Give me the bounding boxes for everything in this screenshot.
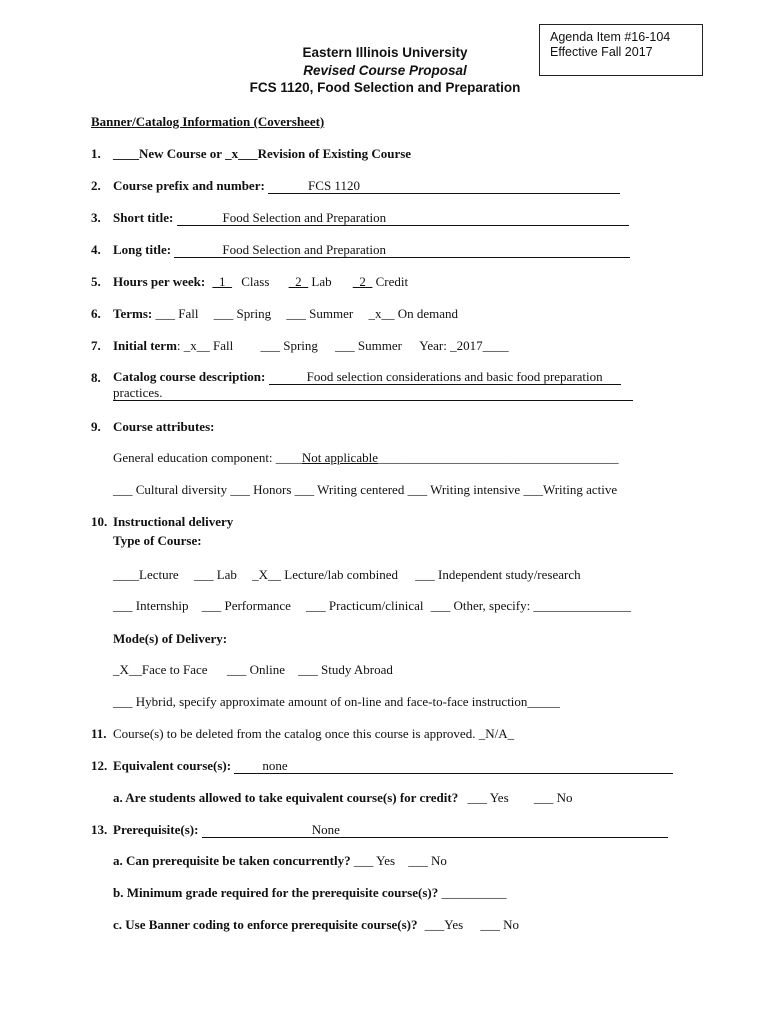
catalog-description-row xyxy=(113,369,621,385)
item-number-8: 8. xyxy=(91,370,101,385)
item-number-13: 13. xyxy=(91,822,108,837)
course-prefix-label: Course prefix and number: xyxy=(113,178,265,193)
instructional-delivery-label: Instructional delivery xyxy=(113,514,234,529)
prereq-min-grade-question: b. Minimum grade required for the prerequisite course(s)? xyxy=(113,885,439,900)
item-number-4: 4. xyxy=(91,242,101,257)
equivalent-credit-row xyxy=(113,790,573,806)
deleted-courses-row xyxy=(113,726,514,742)
terms-row xyxy=(113,306,458,322)
mode-online-option[interactable]: ___ Online xyxy=(226,662,285,677)
new-course-label: New Course or xyxy=(139,146,226,161)
prerequisites-label: Prerequisite(s): xyxy=(113,822,199,837)
item-number-5: 5. xyxy=(91,274,101,289)
prereq-concurrent-no[interactable]: ___ No xyxy=(408,853,447,868)
type-internship-option[interactable]: ___ Internship xyxy=(113,598,189,613)
prerequisites-row xyxy=(113,822,668,838)
type-performance-option[interactable]: ___ Performance xyxy=(201,598,291,613)
initial-fall-option[interactable]: : _x__ Fall xyxy=(176,338,234,353)
type-independent-study-option[interactable]: ___ Independent study/research xyxy=(415,567,581,582)
course-prefix-field[interactable]: FCS 1120 xyxy=(268,179,620,194)
item-number-2: 2. xyxy=(91,178,101,193)
catalog-description-label: Catalog course description: xyxy=(113,369,266,384)
equivalent-courses-field[interactable]: none xyxy=(234,759,673,774)
short-title-row xyxy=(113,210,629,226)
type-practicum-option[interactable]: ___ Practicum/clinical xyxy=(306,598,424,613)
term-on-demand-option[interactable]: _x__ On demand xyxy=(368,306,459,321)
course-type-row-1 xyxy=(113,567,581,583)
catalog-description-field-2[interactable]: practices. xyxy=(113,386,633,401)
item-number-11: 11. xyxy=(91,726,107,741)
prereq-concurrent-row xyxy=(113,853,447,869)
credit-hours-field[interactable]: _2_ xyxy=(352,274,373,289)
class-hours-field[interactable]: _1_ xyxy=(212,274,232,289)
prerequisites-field[interactable]: None xyxy=(202,823,668,838)
prereq-banner-no[interactable]: ___ No xyxy=(480,917,520,932)
year-label: Year: xyxy=(419,338,447,353)
section-title: Banner/Catalog Information (Coversheet) xyxy=(91,114,325,129)
item-number-6: 6. xyxy=(91,306,101,321)
year-field[interactable]: _2017____ xyxy=(450,338,509,353)
prereq-banner-question: c. Use Banner coding to enforce prerequisite course(s)? xyxy=(113,917,418,932)
hours-label: Hours per week: xyxy=(113,274,206,289)
effective-term: Effective Fall 2017 xyxy=(550,45,653,59)
mode-face-to-face-option[interactable]: _X__Face to Face xyxy=(113,662,208,677)
equivalent-credit-question: a. Are students allowed to take equivalent course(s) for credit? xyxy=(113,790,459,805)
new-course-blank[interactable]: ____ xyxy=(113,146,139,161)
revision-label: Revision of Existing Course xyxy=(257,146,412,161)
equivalent-courses-label: Equivalent course(s): xyxy=(113,758,232,773)
item-number-10: 10. xyxy=(91,514,108,529)
credit-hours-label: Credit xyxy=(375,274,409,289)
type-of-course-label: Type of Course: xyxy=(113,533,202,548)
terms-label: Terms: xyxy=(113,306,153,321)
term-spring-option[interactable]: ___ Spring xyxy=(213,306,272,321)
type-lab-option[interactable]: ___ Lab xyxy=(193,567,237,582)
lab-hours-field[interactable]: _2_ xyxy=(288,274,309,289)
item-number-3: 3. xyxy=(91,210,101,225)
initial-term-row xyxy=(113,338,509,354)
equivalent-courses-row xyxy=(113,758,673,774)
revision-blank[interactable]: _x___ xyxy=(225,146,258,161)
course-prefix-row xyxy=(113,178,620,194)
lab-hours-label: Lab xyxy=(311,274,332,289)
gen-ed-trailing-line: _____________________________________ xyxy=(377,450,619,465)
gen-ed-field[interactable]: Not applicable xyxy=(301,450,378,465)
proposal-title: Revised Course Proposal xyxy=(303,63,467,78)
mode-of-delivery-label: Mode(s) of Delivery: xyxy=(113,631,228,646)
initial-term-label: Initial term xyxy=(113,338,177,353)
university-name: Eastern Illinois University xyxy=(302,45,468,60)
hours-row xyxy=(113,274,408,290)
type-lecture-lab-option[interactable]: _X__ Lecture/lab combined xyxy=(252,567,399,582)
deleted-courses-text: Course(s) to be deleted from the catalog once this course is approved. xyxy=(113,726,476,741)
long-title-row xyxy=(113,242,630,258)
deleted-courses-field[interactable]: _N/A_ xyxy=(478,726,515,741)
initial-summer-option[interactable]: ___ Summer xyxy=(335,338,402,353)
long-title-field[interactable]: Food Selection and Preparation xyxy=(174,243,630,258)
item-number-9: 9. xyxy=(91,419,101,434)
type-lecture-option[interactable]: ____Lecture xyxy=(113,567,179,582)
short-title-label: Short title: xyxy=(113,210,174,225)
prereq-concurrent-yes[interactable]: ___ Yes xyxy=(353,853,396,868)
item-number-7: 7. xyxy=(91,338,101,353)
term-fall-option[interactable]: ___ Fall xyxy=(155,306,199,321)
short-title-field[interactable]: Food Selection and Preparation xyxy=(177,211,629,226)
catalog-description-field[interactable]: Food selection considerations and basic food preparation xyxy=(269,370,621,385)
prereq-min-grade-field[interactable]: __________ xyxy=(441,885,507,900)
equivalent-credit-yes[interactable]: ___ Yes xyxy=(467,790,509,805)
item-number-1: 1. xyxy=(91,146,101,161)
prereq-concurrent-question: a. Can prerequisite be taken concurrently? xyxy=(113,853,351,868)
agenda-item: Agenda Item #16-104 xyxy=(550,30,671,44)
new-or-revision xyxy=(113,146,411,162)
term-summer-option[interactable]: ___ Summer xyxy=(286,306,354,321)
type-other-option[interactable]: ___ Other, specify: _______________ xyxy=(430,598,631,613)
equivalent-credit-no[interactable]: ___ No xyxy=(533,790,573,805)
item-number-12: 12. xyxy=(91,758,108,773)
course-type-row-2 xyxy=(113,598,631,614)
class-hours-label: Class xyxy=(241,274,270,289)
mode-row xyxy=(113,662,393,678)
long-title-label: Long title: xyxy=(113,242,172,257)
attribute-options[interactable]: ___ Cultural diversity ___ Honors ___ Writing centered ___ Writing intensive ___Writing active xyxy=(113,482,618,497)
catalog-description-row-2 xyxy=(113,385,633,401)
course-attributes-label: Course attributes: xyxy=(113,419,215,434)
prereq-banner-row xyxy=(113,917,519,933)
mode-hybrid-option[interactable]: ___ Hybrid, specify approximate amount of on-line and face-to-face instruction_____ xyxy=(113,694,560,709)
prereq-banner-yes[interactable]: ___Yes xyxy=(424,917,464,932)
mode-study-abroad-option[interactable]: ___ Study Abroad xyxy=(298,662,393,677)
gen-ed-label: General education component: ____ xyxy=(113,450,302,465)
prereq-min-grade-row xyxy=(113,885,506,901)
initial-spring-option[interactable]: ___ Spring xyxy=(260,338,318,353)
course-title: FCS 1120, Food Selection and Preparation xyxy=(249,80,521,95)
agenda-box xyxy=(539,24,703,76)
gen-ed-row xyxy=(113,450,618,466)
